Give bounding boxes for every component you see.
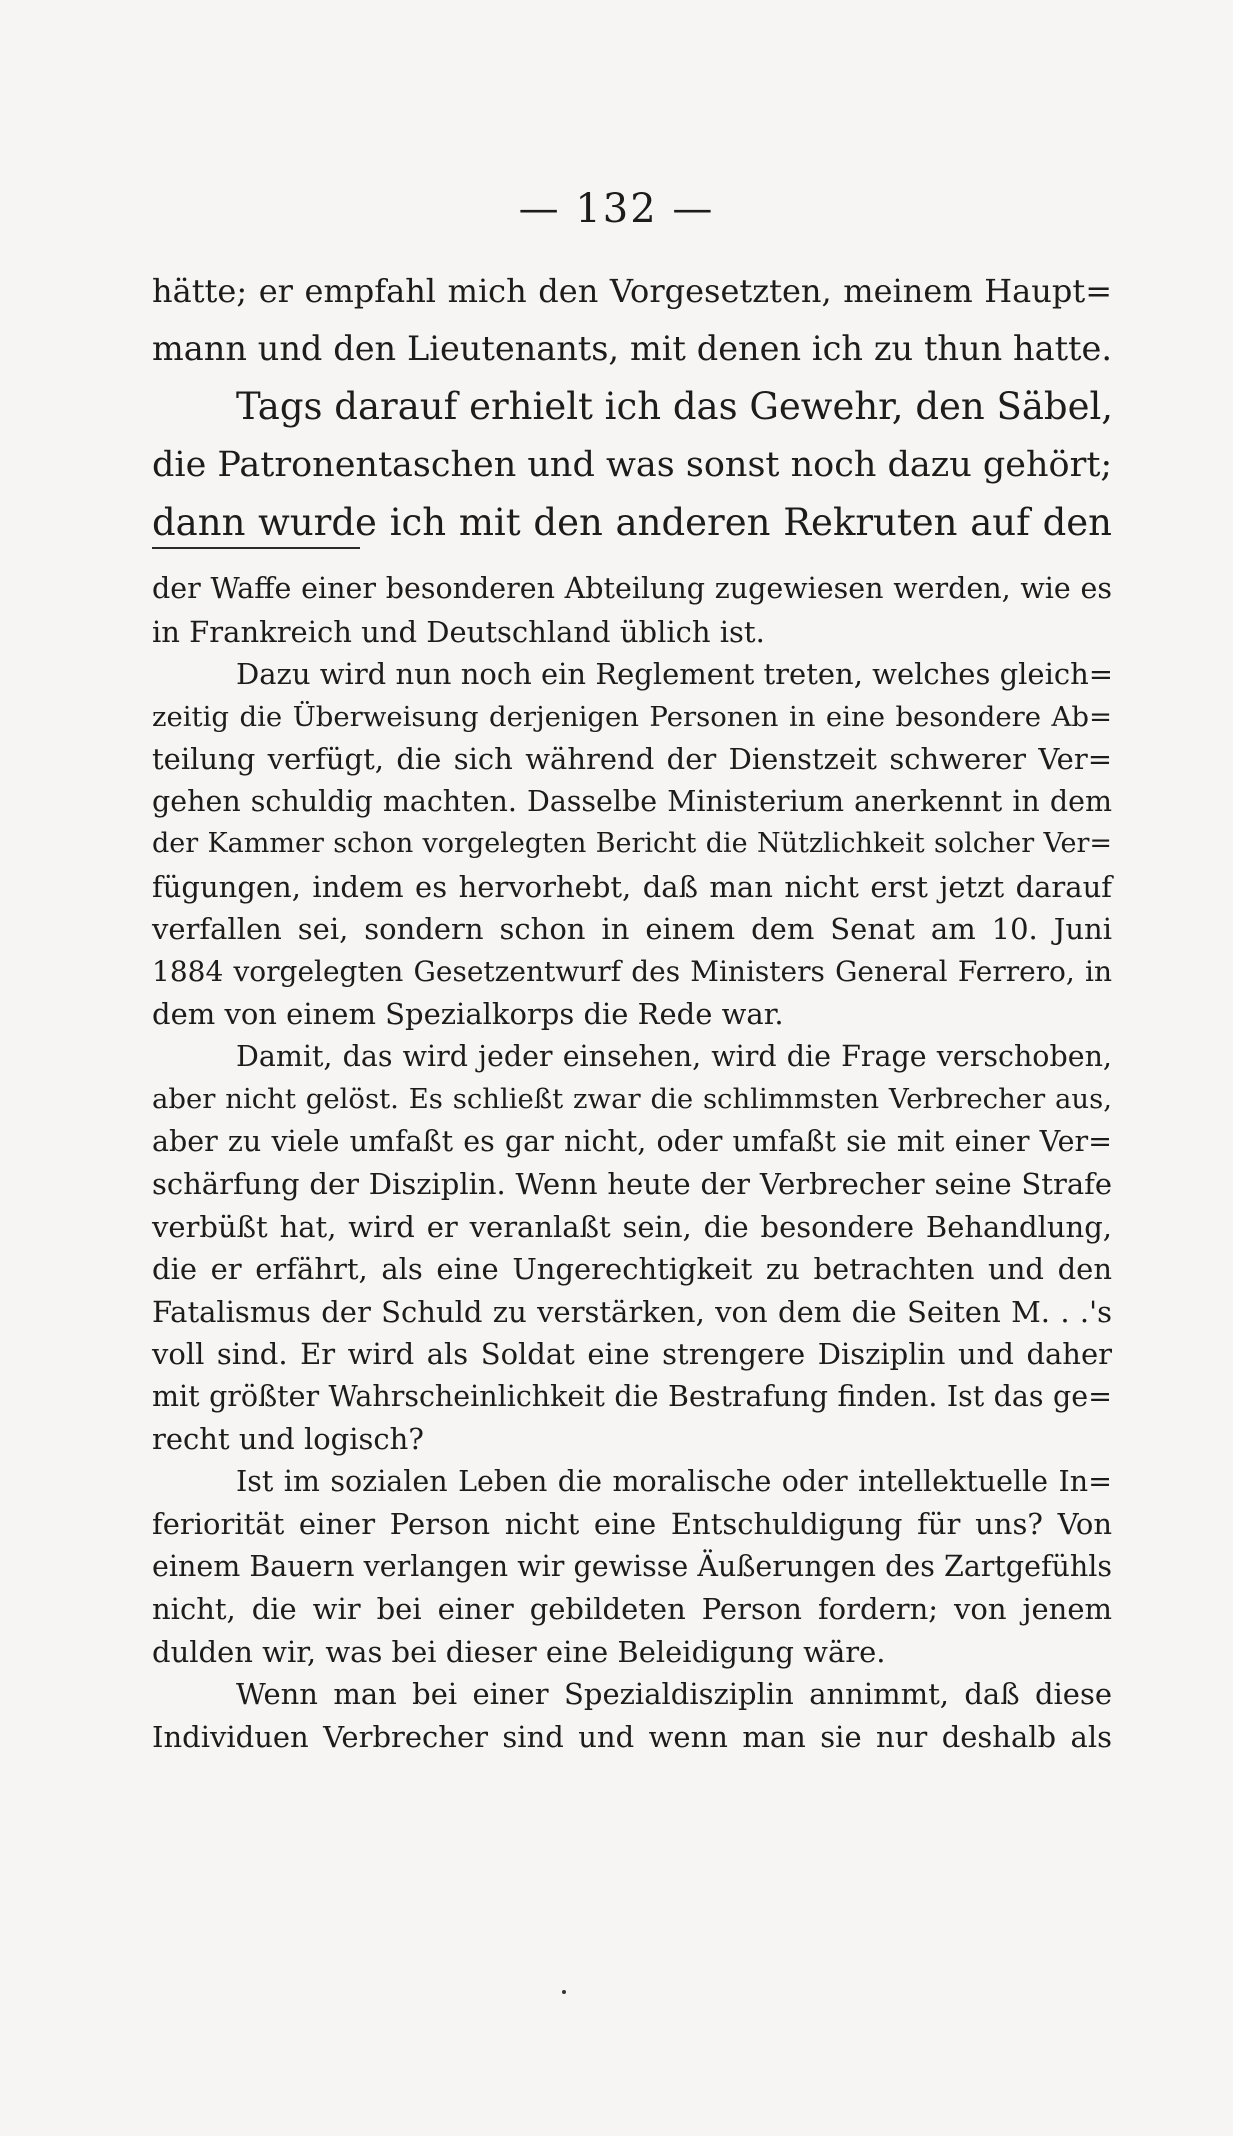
footnote-line: mit größter Wahrscheinlichkeit die Bestrafung finden. Ist das ge=: [152, 1379, 1112, 1413]
footnote-line: der Kammer schon vorgelegten Bericht die Nützlichkeit solcher Ver=: [152, 828, 1112, 859]
footnote-line: teilung verfügt, die sich während der Dienstzeit schwerer Ver=: [152, 742, 1112, 776]
footnote-line: verfallen sei, sondern schon in einem dem Senat am 10. Juni: [152, 912, 1112, 946]
footnote-line: Individuen Verbrecher sind und wenn man sie nur deshalb als: [152, 1719, 1112, 1754]
ink-dot: [562, 1990, 566, 1994]
footnote-paragraph: [152, 653, 1112, 1036]
footnote-line: dulden wir, was bei dieser eine Beleidigung wäre.: [152, 1634, 886, 1669]
footnote-line: Fatalismus der Schuld zu verstärken, von dem die Seiten M. . .'s: [152, 1294, 1112, 1329]
main-text: [152, 262, 1112, 552]
footnote-line: fügungen, indem es hervorhebt, daß man nicht erst jetzt darauf: [152, 869, 1112, 904]
footnote-line: gehen schuldig machten. Dasselbe Ministerium anerkennt in dem: [152, 784, 1112, 818]
footnote-line: Dazu wird nun noch ein Reglement treten, welches gleich=: [236, 657, 1114, 691]
footnote-paragraph: [152, 1461, 1112, 1674]
footnote-paragraph: [152, 1036, 1112, 1461]
footnote-line: Damit, das wird jeder einsehen, wird die Frage verschoben,: [236, 1039, 1112, 1073]
text-line: hätte; er empfahl mich den Vorgesetzten, meinem Haupt=: [152, 272, 1112, 310]
footnote-line: voll sind. Er wird als Soldat eine strengere Disziplin und daher: [152, 1337, 1112, 1371]
page-number: — 132 —: [518, 186, 715, 232]
footnote-line: der Waffe einer besonderen Abteilung zugewiesen werden, wie es: [152, 572, 1112, 605]
footnote-line: schärfung der Disziplin. Wenn heute der Verbrecher seine Strafe: [152, 1167, 1112, 1201]
footnote-paragraph: [152, 568, 1112, 653]
footnote-line: verbüßt hat, wird er veranlaßt sein, die besondere Behandlung,: [152, 1209, 1112, 1244]
footnote-line: einem Bauern verlangen wir gewisse Äußerungen des Zartgefühls: [152, 1549, 1112, 1583]
footnote-paragraph: [152, 1673, 1112, 1758]
footnote-line: recht und logisch?: [152, 1422, 424, 1456]
text-line: Tags darauf erhielt ich das Gewehr, den Säbel,: [236, 385, 1114, 428]
footnote-line: 1884 vorgelegten Gesetzentwurf des Ministers General Ferrero, in: [152, 954, 1112, 988]
footnote-divider: [152, 547, 360, 549]
text-line: mann und den Lieutenants, mit denen ich zu thun hatte.: [152, 329, 1112, 368]
text-line: dann wurde ich mit den anderen Rekruten auf den: [152, 501, 1112, 544]
footnote-line: aber nicht gelöst. Es schließt zwar die schlimmsten Verbrecher aus,: [152, 1083, 1112, 1115]
footnote-line: in Frankreich und Deutschland üblich ist.: [152, 614, 765, 649]
footnote-line: feriorität einer Person nicht eine Entschuldigung für uns? Von: [152, 1507, 1112, 1541]
text-line: die Patronentaschen und was sonst noch dazu gehört;: [152, 445, 1113, 485]
footnote-block: [152, 568, 1112, 1758]
footnote-line: die er erfährt, als eine Ungerechtigkeit zu betrachten und den: [152, 1252, 1112, 1286]
footnote-line: nicht, die wir bei einer gebildeten Person fordern; von jenem: [152, 1592, 1112, 1626]
footnote-line: Wenn man bei einer Spezialdisziplin annimmt, daß diese: [236, 1677, 1112, 1711]
footnote-line: dem von einem Spezialkorps die Rede war.: [152, 997, 784, 1031]
footnote-line: aber zu viele umfaßt es gar nicht, oder umfaßt sie mit einer Ver=: [152, 1124, 1112, 1158]
footnote-line: Ist im sozialen Leben die moralische oder intellektuelle In=: [236, 1464, 1112, 1498]
footnote-line: zeitig die Überweisung derjenigen Personen in eine besondere Ab=: [152, 700, 1112, 733]
